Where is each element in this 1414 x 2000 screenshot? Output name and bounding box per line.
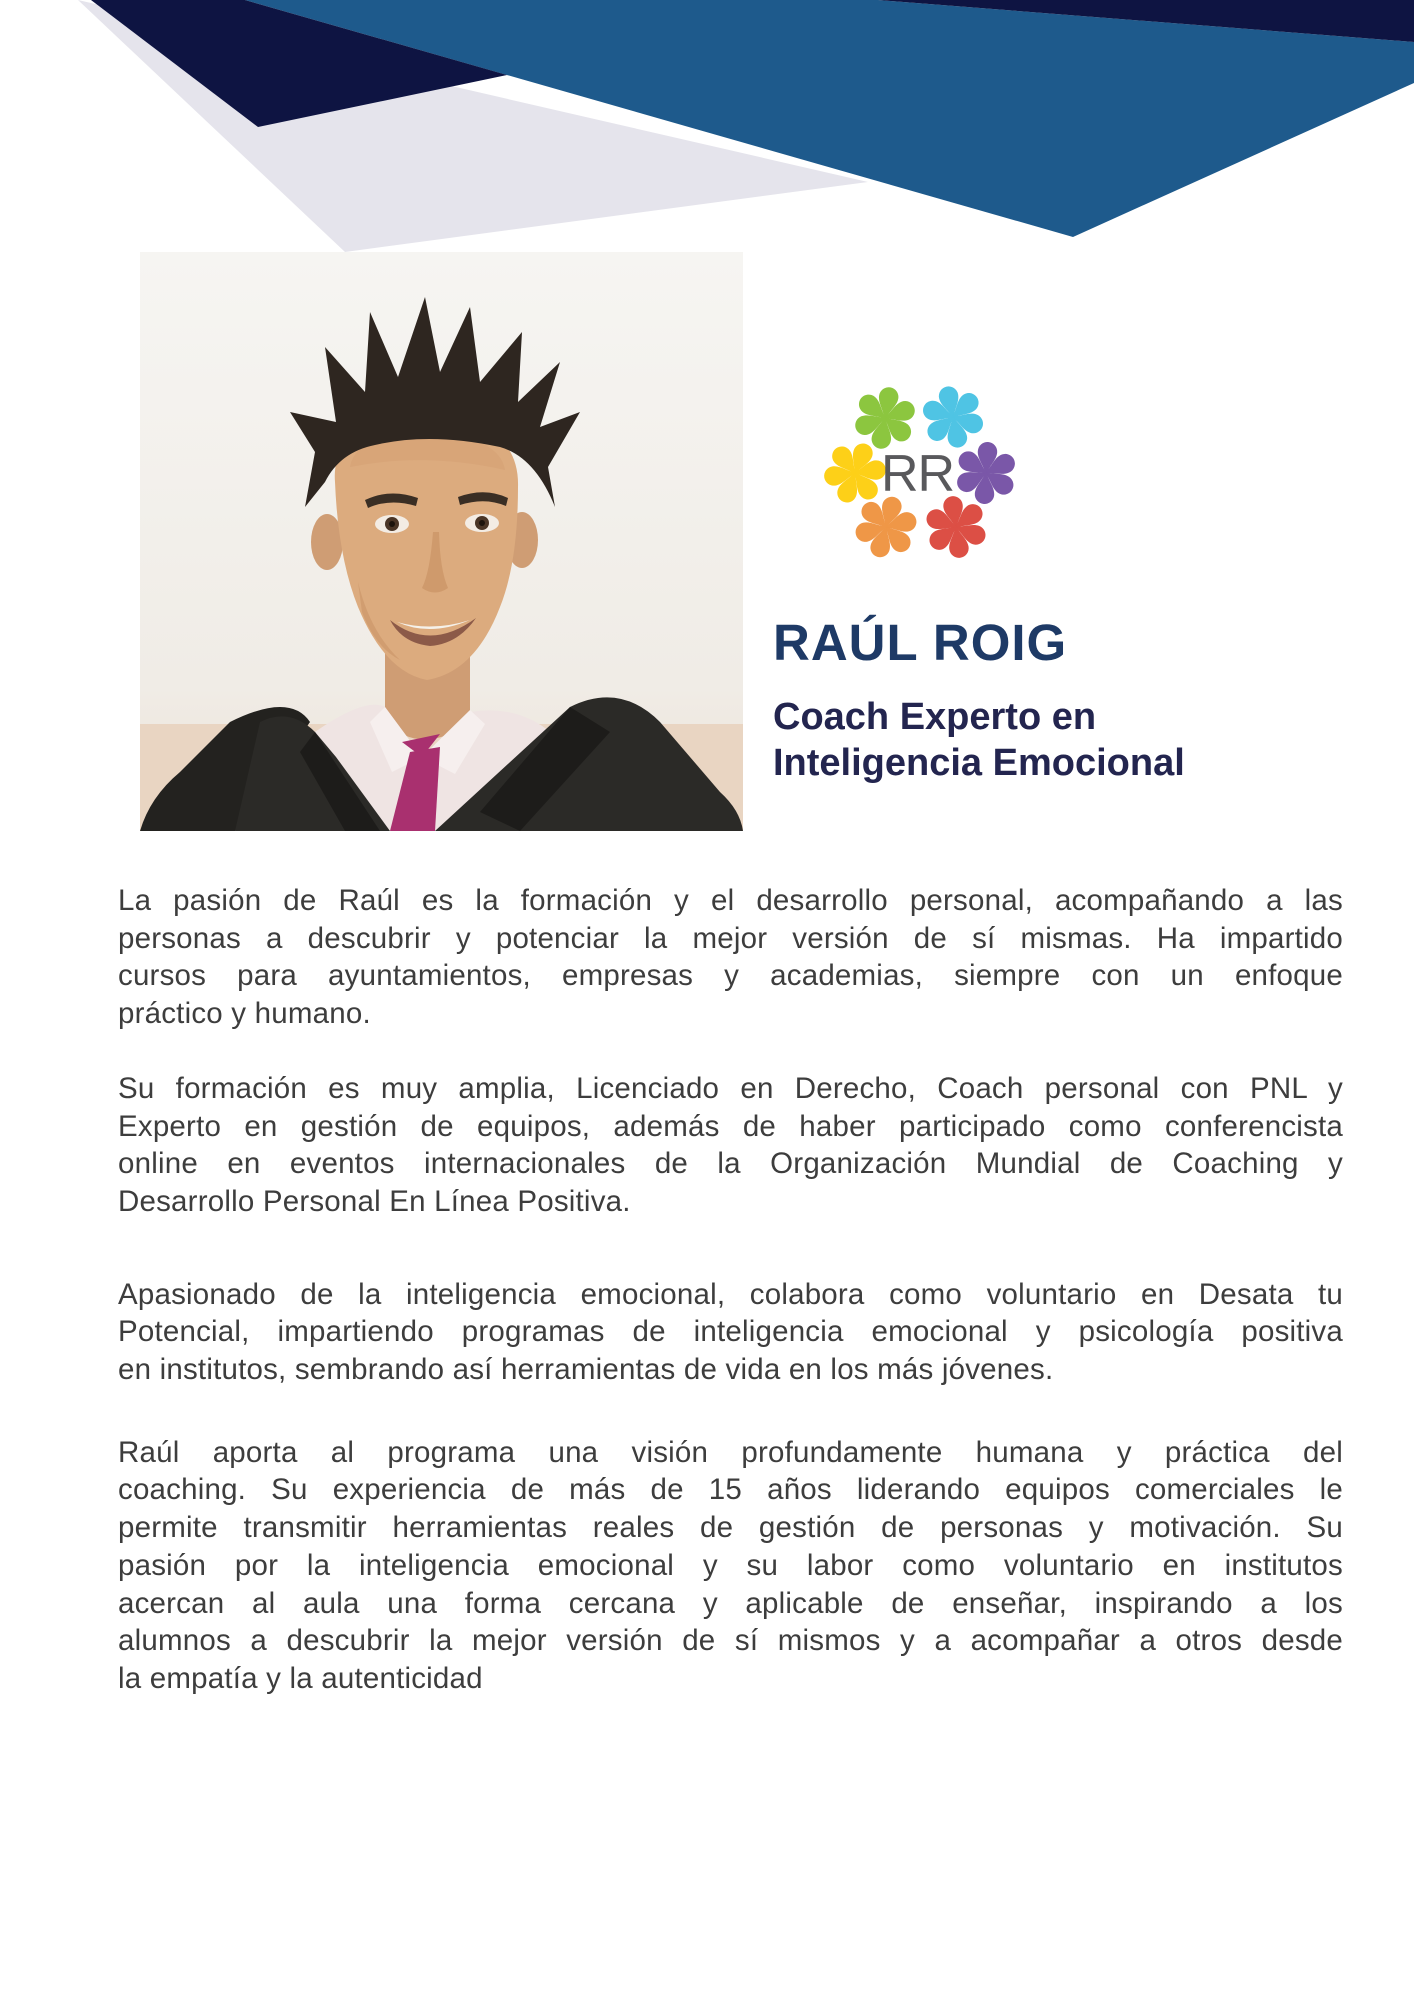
header-decoration xyxy=(0,0,1414,260)
portrait-photo xyxy=(140,252,743,831)
rr-logo xyxy=(810,375,1040,575)
bio-paragraph-3: Apasionado de la inteligencia emocional, colabora como voluntario en Desata tu Potencial, impartiendo programas de inteligencia emocional y psicología positiva en institutos, sembrando así herramientas de vida en los más jóvenes. xyxy=(118,1277,1343,1387)
person-role: Coach Experto en Inteligencia Emocional xyxy=(773,696,1185,784)
bio-paragraph-1: La pasión de Raúl es la formación y el desarrollo personal, acompañando a las personas a descubrir y potenciar la mejor versión de sí mismas. Ha impartido cursos para ayuntamientos, empresas y academias, siempre con un enfoque práctico y humano. xyxy=(118,884,1343,1031)
biography-text xyxy=(118,882,1343,1698)
logo-monogram: RR xyxy=(880,445,955,503)
bio-paragraph-4: Raúl aporta al programa una visión profundamente humana y práctica del coaching. Su experiencia de más de 15 años liderando equipos comerciales le permite transmitir herramientas reales de gestión de personas y motivación. Su pasión por la inteligencia emocional y su labor como voluntario en institutos acercan al aula una forma cercana y aplicable de enseñar, inspirando a los alumnos a descubrir la mejor versión de sí mismos y a acompañar a otros desde la empatía y la autenticidad xyxy=(118,1435,1343,1695)
bio-paragraph-2: Su formación es muy amplia, Licenciado en Derecho, Coach personal con PNL y Experto en gestión de equipos, además de haber participado como conferencista online en eventos internacionales de la Organización Mundial de Coaching y Desarrollo Personal En Línea Positiva. xyxy=(118,1071,1343,1218)
person-name: RAÚL ROIG xyxy=(773,614,1068,671)
